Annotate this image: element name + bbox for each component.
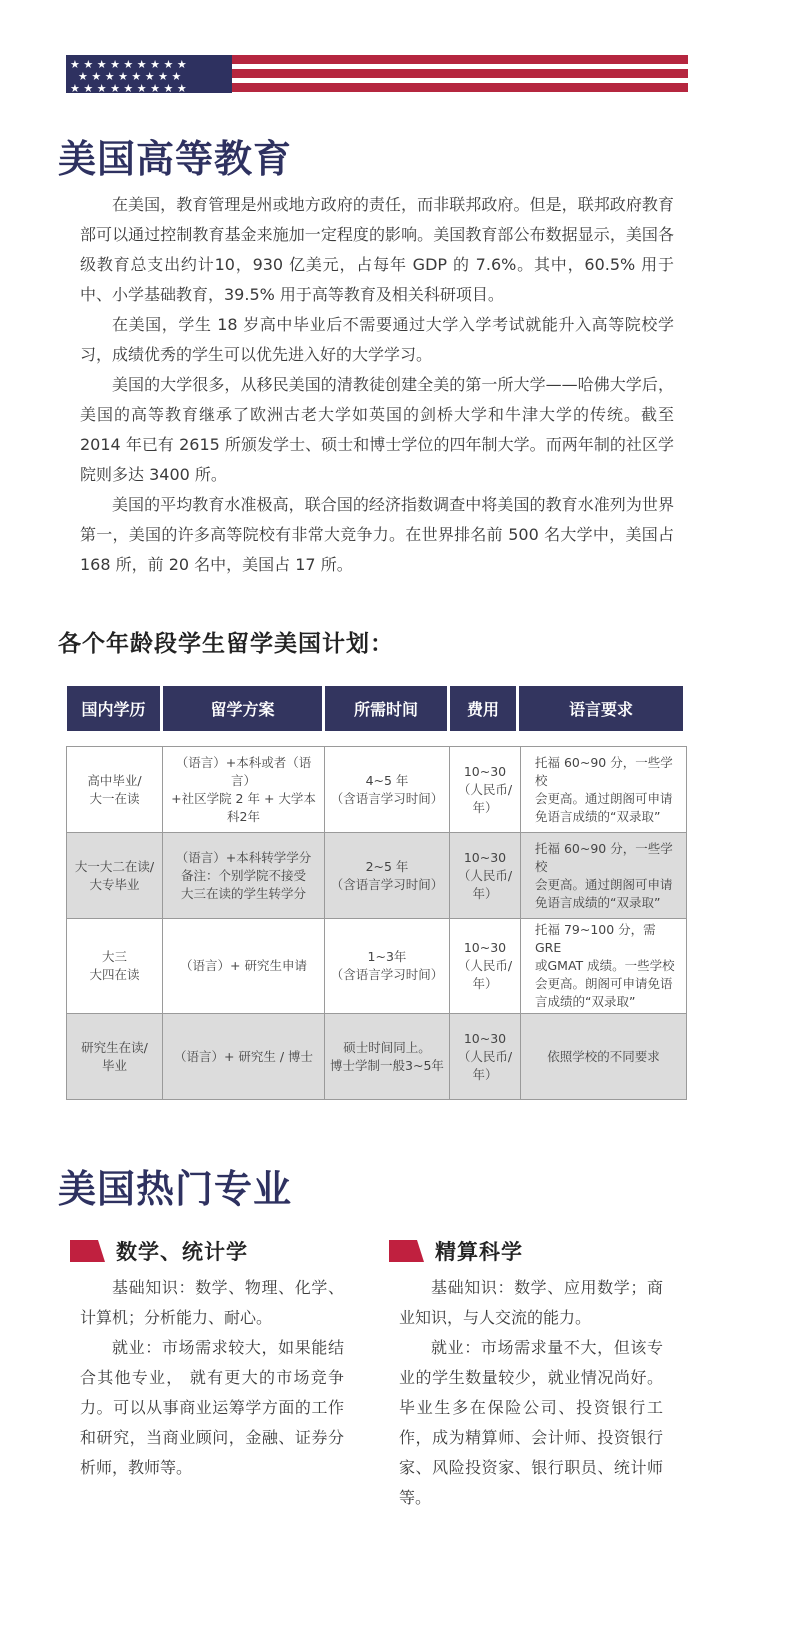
table-cell: （语言）+本科转学学分 备注：个别学院不接受 大三在读的学生转学分 xyxy=(163,833,325,919)
table-cell: 依照学校的不同要求 xyxy=(521,1014,687,1100)
major-card xyxy=(389,1236,685,1513)
major-title: 精算科学 xyxy=(435,1240,523,1264)
table-cell: （语言）+ 研究生申请 xyxy=(163,919,325,1014)
svg-text:★ ★ ★ ★ ★ ★ ★ ★ ★: ★ ★ ★ ★ ★ ★ ★ ★ ★ xyxy=(70,58,187,71)
table-row xyxy=(67,919,687,1014)
red-flag-marker xyxy=(389,1240,424,1262)
intro-text xyxy=(80,190,674,580)
svg-text:★ ★ ★ ★ ★ ★ ★ ★: ★ ★ ★ ★ ★ ★ ★ ★ xyxy=(78,70,182,83)
table-cell: 托福 79~100 分，需 GRE 或GMAT 成绩。一些学校 会更高。朗阁可申请免语 言成绩的“双录取” xyxy=(521,919,687,1014)
intro-paragraph: 在美国，学生 18 岁高中毕业后不需要通过大学入学考试就能升入高等院校学习，成绩优秀的学生可以优先进入好的大学学习。 xyxy=(80,315,674,364)
table-cell: 10~30 （人民币/年） xyxy=(450,1014,521,1100)
table-row xyxy=(67,1014,687,1100)
major-paragraph: 就业：市场需求较大，如果能结合其他专业， 就有更大的市场竞争力。可以从事商业运筹学方面的工作和研究，当商业顾问，金融、证券分析师，教师等。 xyxy=(80,1338,344,1477)
column-header: 语言要求 xyxy=(519,686,683,731)
intro-paragraph: 美国的大学很多，从移民美国的清教徒创建全美的第一所大学——哈佛大学后，美国的高等教育继承了欧洲古老大学如英国的剑桥大学和牛津大学的传统。截至 2014 年已有 2615 所颁发学士、硕士和博士学位的四年制大学。而两年制的社区学院则多达 3400 所。 xyxy=(80,375,674,484)
major-paragraph: 基础知识：数学、应用数学；商业知识，与人交流的能力。 xyxy=(399,1278,663,1327)
column-header: 所需时间 xyxy=(325,686,447,731)
table-cell: 4~5 年 （含语言学习时间） xyxy=(325,747,450,833)
us-flag-banner xyxy=(66,55,688,93)
intro-paragraph: 在美国，教育管理是州或地方政府的责任，而非联邦政府。但是，联邦政府教育部可以通过控制教育基金来施加一定程度的影响。美国教育部公布数据显示，美国各级教育总支出约计10，930 亿美元，占每年 GDP 的 7.6%。其中，60.5% 用于中、小学基础教育，39.5% 用于高等教育及相关科研项目。 xyxy=(80,195,674,304)
plan-heading: 各个年龄段学生留学美国计划： xyxy=(58,631,394,657)
plan-table xyxy=(66,746,687,1100)
table-cell: （语言）+ 研究生 / 博士 xyxy=(163,1014,325,1100)
table-row xyxy=(67,833,687,919)
table-cell: 10~30 （人民币/年） xyxy=(450,919,521,1014)
table-cell: 10~30 （人民币/年） xyxy=(450,833,521,919)
table-cell: 高中毕业/ 大一在读 xyxy=(67,747,163,833)
table-cell: 大三 大四在读 xyxy=(67,919,163,1014)
table-header xyxy=(67,686,683,731)
column-header: 留学方案 xyxy=(163,686,322,731)
table-cell: 2~5 年 （含语言学习时间） xyxy=(325,833,450,919)
major-paragraph: 就业：市场需求量不大，但该专业的学生数量较少，就业情况尚好。毕业生多在保险公司、投资银行工作，成为精算师、会计师、投资银行家、风险投资家、银行职员、统计师等。 xyxy=(399,1338,663,1507)
table-row xyxy=(67,747,687,833)
major-title: 数学、统计学 xyxy=(116,1240,248,1264)
table-cell: 10~30 （人民币/年） xyxy=(450,747,521,833)
section-title-majors: 美国热门专业 xyxy=(58,1167,293,1211)
table-cell: 1~3年 （含语言学习时间） xyxy=(325,919,450,1014)
major-paragraph: 基础知识：数学、物理、化学、计算机；分析能力、耐心。 xyxy=(80,1278,344,1327)
section-title-education: 美国高等教育 xyxy=(58,137,293,181)
column-header: 国内学历 xyxy=(67,686,160,731)
intro-paragraph: 美国的平均教育水准极高，联合国的经济指数调查中将美国的教育水准列为世界第一，美国的许多高等院校有非常大竞争力。在世界排名前 500 名大学中，美国占 168 所，前 20 名中，美国占 17 所。 xyxy=(80,495,674,574)
red-flag-marker xyxy=(70,1240,105,1262)
svg-text:★ ★ ★ ★ ★ ★ ★ ★ ★: ★ ★ ★ ★ ★ ★ ★ ★ ★ xyxy=(70,82,187,93)
flag-stars xyxy=(70,58,187,93)
table-cell: 托福 60~90 分，一些学校 会更高。通过朗阁可申请 免语言成绩的“双录取” xyxy=(521,833,687,919)
table-cell: 硕士时间同上。 博士学制一般3~5年 xyxy=(325,1014,450,1100)
table-cell: 托福 60~90 分，一些学校 会更高。通过朗阁可申请 免语言成绩的“双录取” xyxy=(521,747,687,833)
table-cell: （语言）+本科或者（语言） +社区学院 2 年 + 大学本 科2年 xyxy=(163,747,325,833)
table-cell: 大一大二在读/ 大专毕业 xyxy=(67,833,163,919)
column-header: 费用 xyxy=(450,686,516,731)
major-card xyxy=(70,1236,366,1483)
table-cell: 研究生在读/ 毕业 xyxy=(67,1014,163,1100)
